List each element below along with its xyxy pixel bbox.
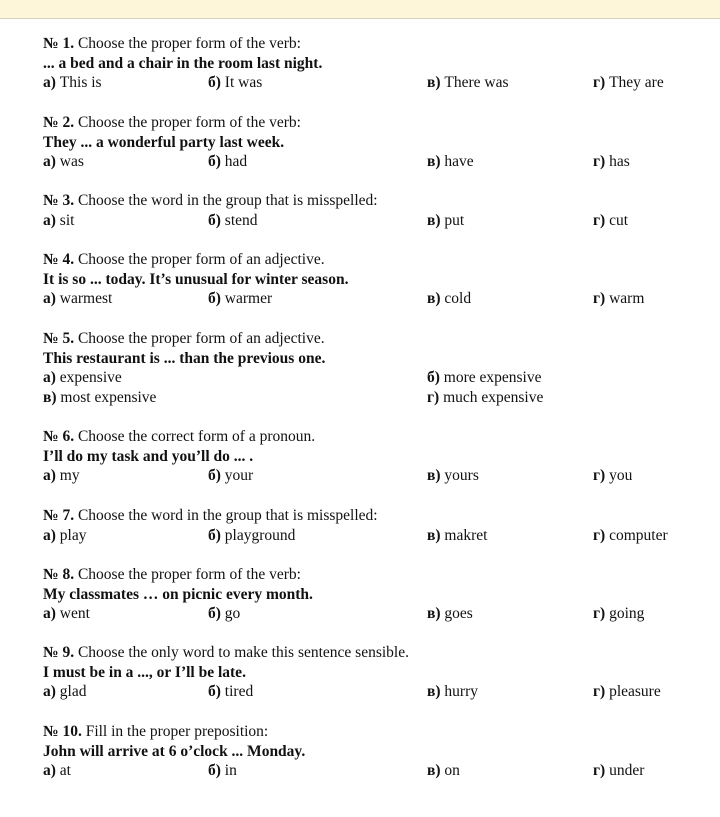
- option-c[interactable]: [427, 761, 460, 781]
- top-bar: [0, 0, 720, 19]
- options-row: [43, 526, 693, 546]
- option-b[interactable]: [208, 152, 247, 172]
- options-row: [43, 289, 693, 309]
- options-row: [43, 211, 693, 231]
- question-sentence: My classmates … on picnic every month.: [43, 585, 313, 603]
- option-c[interactable]: [427, 604, 473, 624]
- option-letter: в): [427, 211, 441, 229]
- option-text: This is: [59, 74, 102, 91]
- question-number: № 6.: [43, 428, 75, 445]
- option-letter: б): [208, 762, 221, 779]
- question-instruction: Choose the proper form of the verb:: [77, 114, 301, 131]
- options-row: [43, 761, 693, 781]
- option-letter: б): [208, 605, 221, 622]
- option-a[interactable]: [43, 682, 86, 702]
- option-text: more expensive: [443, 369, 542, 386]
- question-1: [43, 34, 693, 93]
- question-instruction: Choose the correct form of a pronoun.: [77, 428, 316, 445]
- option-c[interactable]: [427, 289, 471, 309]
- option-letter: в): [427, 526, 441, 544]
- option-d[interactable]: [593, 289, 644, 309]
- option-c[interactable]: [427, 682, 478, 702]
- option-text: warmer: [224, 290, 273, 307]
- option-text: put: [444, 211, 465, 229]
- option-letter: а): [43, 683, 56, 700]
- options-row: [43, 604, 693, 624]
- option-text: have: [444, 153, 474, 170]
- option-text: tired: [224, 683, 254, 700]
- option-letter: а): [43, 605, 56, 622]
- option-letter: а): [43, 74, 56, 91]
- question-header: [43, 191, 693, 211]
- option-letter: б): [208, 153, 221, 170]
- question-number: № 7.: [43, 507, 75, 524]
- option-letter: в): [427, 74, 441, 91]
- option-text: There was: [444, 74, 509, 91]
- options-row: [43, 368, 693, 388]
- question-sentence: It is so ... today. It’s unusual for winter season.: [43, 270, 349, 288]
- option-letter: б): [208, 526, 221, 544]
- option-text: much expensive: [443, 388, 544, 406]
- option-d[interactable]: [593, 682, 661, 702]
- question-10: [43, 722, 693, 781]
- option-c[interactable]: [427, 152, 474, 172]
- question-header: [43, 250, 693, 270]
- option-letter: а): [43, 153, 56, 170]
- option-text: was: [59, 153, 84, 170]
- option-letter: в): [43, 388, 57, 406]
- option-b[interactable]: [208, 526, 295, 546]
- option-letter: а): [43, 369, 56, 386]
- option-letter: г): [593, 762, 606, 779]
- option-d[interactable]: [593, 761, 644, 781]
- question-sentence: This restaurant is ... than the previous one.: [43, 349, 326, 367]
- option-text: hurry: [444, 683, 478, 700]
- question-instruction: Fill in the proper preposition:: [85, 723, 269, 740]
- question-8: [43, 565, 693, 624]
- option-d[interactable]: [427, 388, 543, 408]
- question-instruction: Choose the proper form of an adjective.: [77, 251, 325, 268]
- question-instruction: Choose the word in the group that is misspelled:: [77, 192, 378, 209]
- option-text: play: [59, 526, 87, 544]
- question-number: № 8.: [43, 566, 75, 583]
- option-c[interactable]: [427, 73, 509, 93]
- option-letter: г): [593, 605, 606, 622]
- question-number: № 5.: [43, 330, 75, 347]
- option-a[interactable]: [43, 761, 71, 781]
- question-header: [43, 329, 693, 349]
- option-letter: б): [208, 683, 221, 700]
- option-a[interactable]: [43, 604, 90, 624]
- option-letter: в): [427, 467, 441, 484]
- option-d[interactable]: [593, 466, 632, 486]
- question-instruction: Choose the only word to make this sentence sensible.: [77, 644, 409, 661]
- option-b[interactable]: [208, 466, 253, 486]
- option-text: had: [224, 153, 248, 170]
- option-text: most expensive: [60, 388, 157, 406]
- option-d[interactable]: [593, 604, 644, 624]
- option-letter: б): [427, 369, 440, 386]
- option-letter: г): [593, 74, 606, 91]
- option-text: stend: [224, 211, 258, 229]
- options-row: [43, 73, 693, 93]
- option-letter: г): [593, 467, 606, 484]
- option-text: warm: [609, 290, 645, 307]
- option-text: goes: [444, 605, 473, 622]
- options-row: [43, 682, 693, 702]
- options-row: [43, 152, 693, 172]
- question-number: № 10.: [43, 723, 82, 740]
- option-text: They are: [609, 74, 664, 91]
- option-letter: б): [208, 290, 221, 307]
- option-a[interactable]: [43, 152, 84, 172]
- question-instruction: Choose the proper form of an adjective.: [77, 330, 325, 347]
- question-number: № 1.: [43, 35, 75, 52]
- question-sentence: They ... a wonderful party last week.: [43, 133, 285, 151]
- option-letter: г): [427, 388, 440, 406]
- option-b[interactable]: [208, 289, 272, 309]
- question-4: [43, 250, 693, 309]
- option-letter: а): [43, 467, 56, 484]
- option-letter: в): [427, 290, 441, 307]
- question-9: [43, 643, 693, 702]
- question-header: [43, 113, 693, 133]
- option-a[interactable]: [43, 466, 80, 486]
- option-text: my: [59, 467, 80, 484]
- option-text: sit: [59, 211, 75, 229]
- option-letter: в): [427, 683, 441, 700]
- option-letter: а): [43, 526, 56, 544]
- option-letter: в): [427, 153, 441, 170]
- option-c[interactable]: [43, 388, 156, 408]
- question-sentence: I’ll do my task and you’ll do ... .: [43, 447, 254, 465]
- options-row: [43, 466, 693, 486]
- option-letter: г): [593, 526, 606, 544]
- option-letter: г): [593, 683, 606, 700]
- question-header: [43, 565, 693, 585]
- option-letter: а): [43, 762, 56, 779]
- option-c[interactable]: [427, 211, 464, 231]
- option-text: makret: [444, 526, 488, 544]
- option-b[interactable]: [208, 604, 240, 624]
- question-sentence: ... a bed and a chair in the room last night.: [43, 54, 323, 72]
- option-a[interactable]: [43, 526, 86, 546]
- options-row: [43, 388, 693, 408]
- option-letter: г): [593, 290, 606, 307]
- option-text: at: [59, 762, 71, 779]
- option-text: has: [609, 153, 630, 170]
- question-instruction: Choose the proper form of the verb:: [77, 566, 301, 583]
- option-c[interactable]: [427, 466, 479, 486]
- option-d[interactable]: [593, 211, 628, 231]
- option-a[interactable]: [43, 73, 102, 93]
- option-a[interactable]: [43, 368, 122, 388]
- question-number: № 4.: [43, 251, 75, 268]
- question-number: № 2.: [43, 114, 75, 131]
- option-text: yours: [444, 467, 479, 484]
- question-instruction: Choose the proper form of the verb:: [77, 35, 301, 52]
- option-letter: б): [208, 467, 221, 484]
- question-sentence: I must be in a ..., or I’ll be late.: [43, 663, 246, 681]
- option-letter: г): [593, 211, 606, 229]
- option-letter: б): [208, 211, 221, 229]
- question-header: [43, 643, 693, 663]
- option-d[interactable]: [593, 526, 668, 546]
- question-header: [43, 34, 693, 54]
- option-text: went: [59, 605, 90, 622]
- option-text: It was: [224, 74, 263, 91]
- option-text: under: [609, 762, 645, 779]
- option-text: on: [444, 762, 460, 779]
- question-6: [43, 427, 693, 486]
- option-text: go: [224, 605, 241, 622]
- question-3: [43, 191, 693, 230]
- question-header: [43, 506, 693, 526]
- option-letter: а): [43, 211, 56, 229]
- option-d[interactable]: [593, 73, 664, 93]
- option-letter: г): [593, 153, 606, 170]
- question-header: [43, 427, 693, 447]
- question-5: [43, 329, 693, 407]
- question-sentence: John will arrive at 6 o’clock ... Monday.: [43, 742, 306, 760]
- question-number: № 3.: [43, 192, 75, 209]
- option-text: computer: [609, 526, 668, 544]
- option-a[interactable]: [43, 289, 112, 309]
- option-text: cold: [444, 290, 472, 307]
- option-a[interactable]: [43, 211, 74, 231]
- question-2: [43, 113, 693, 172]
- option-text: your: [224, 467, 254, 484]
- option-text: going: [609, 605, 645, 622]
- option-b[interactable]: [208, 73, 262, 93]
- option-letter: в): [427, 762, 441, 779]
- option-text: warmest: [59, 290, 113, 307]
- option-letter: б): [208, 74, 221, 91]
- option-text: glad: [59, 683, 87, 700]
- question-7: [43, 506, 693, 545]
- option-d[interactable]: [593, 152, 630, 172]
- option-b[interactable]: [208, 682, 253, 702]
- option-text: playground: [224, 526, 296, 544]
- question-instruction: Choose the word in the group that is misspelled:: [77, 507, 378, 524]
- question-header: [43, 722, 693, 742]
- option-text: cut: [609, 211, 629, 229]
- option-b[interactable]: [427, 368, 542, 388]
- option-b[interactable]: [208, 211, 258, 231]
- option-c[interactable]: [427, 526, 487, 546]
- option-text: pleasure: [609, 683, 661, 700]
- question-number: № 9.: [43, 644, 75, 661]
- option-letter: а): [43, 290, 56, 307]
- option-b[interactable]: [208, 761, 237, 781]
- option-text: expensive: [59, 369, 122, 386]
- option-text: in: [224, 762, 237, 779]
- option-letter: в): [427, 605, 441, 622]
- option-text: you: [609, 467, 633, 484]
